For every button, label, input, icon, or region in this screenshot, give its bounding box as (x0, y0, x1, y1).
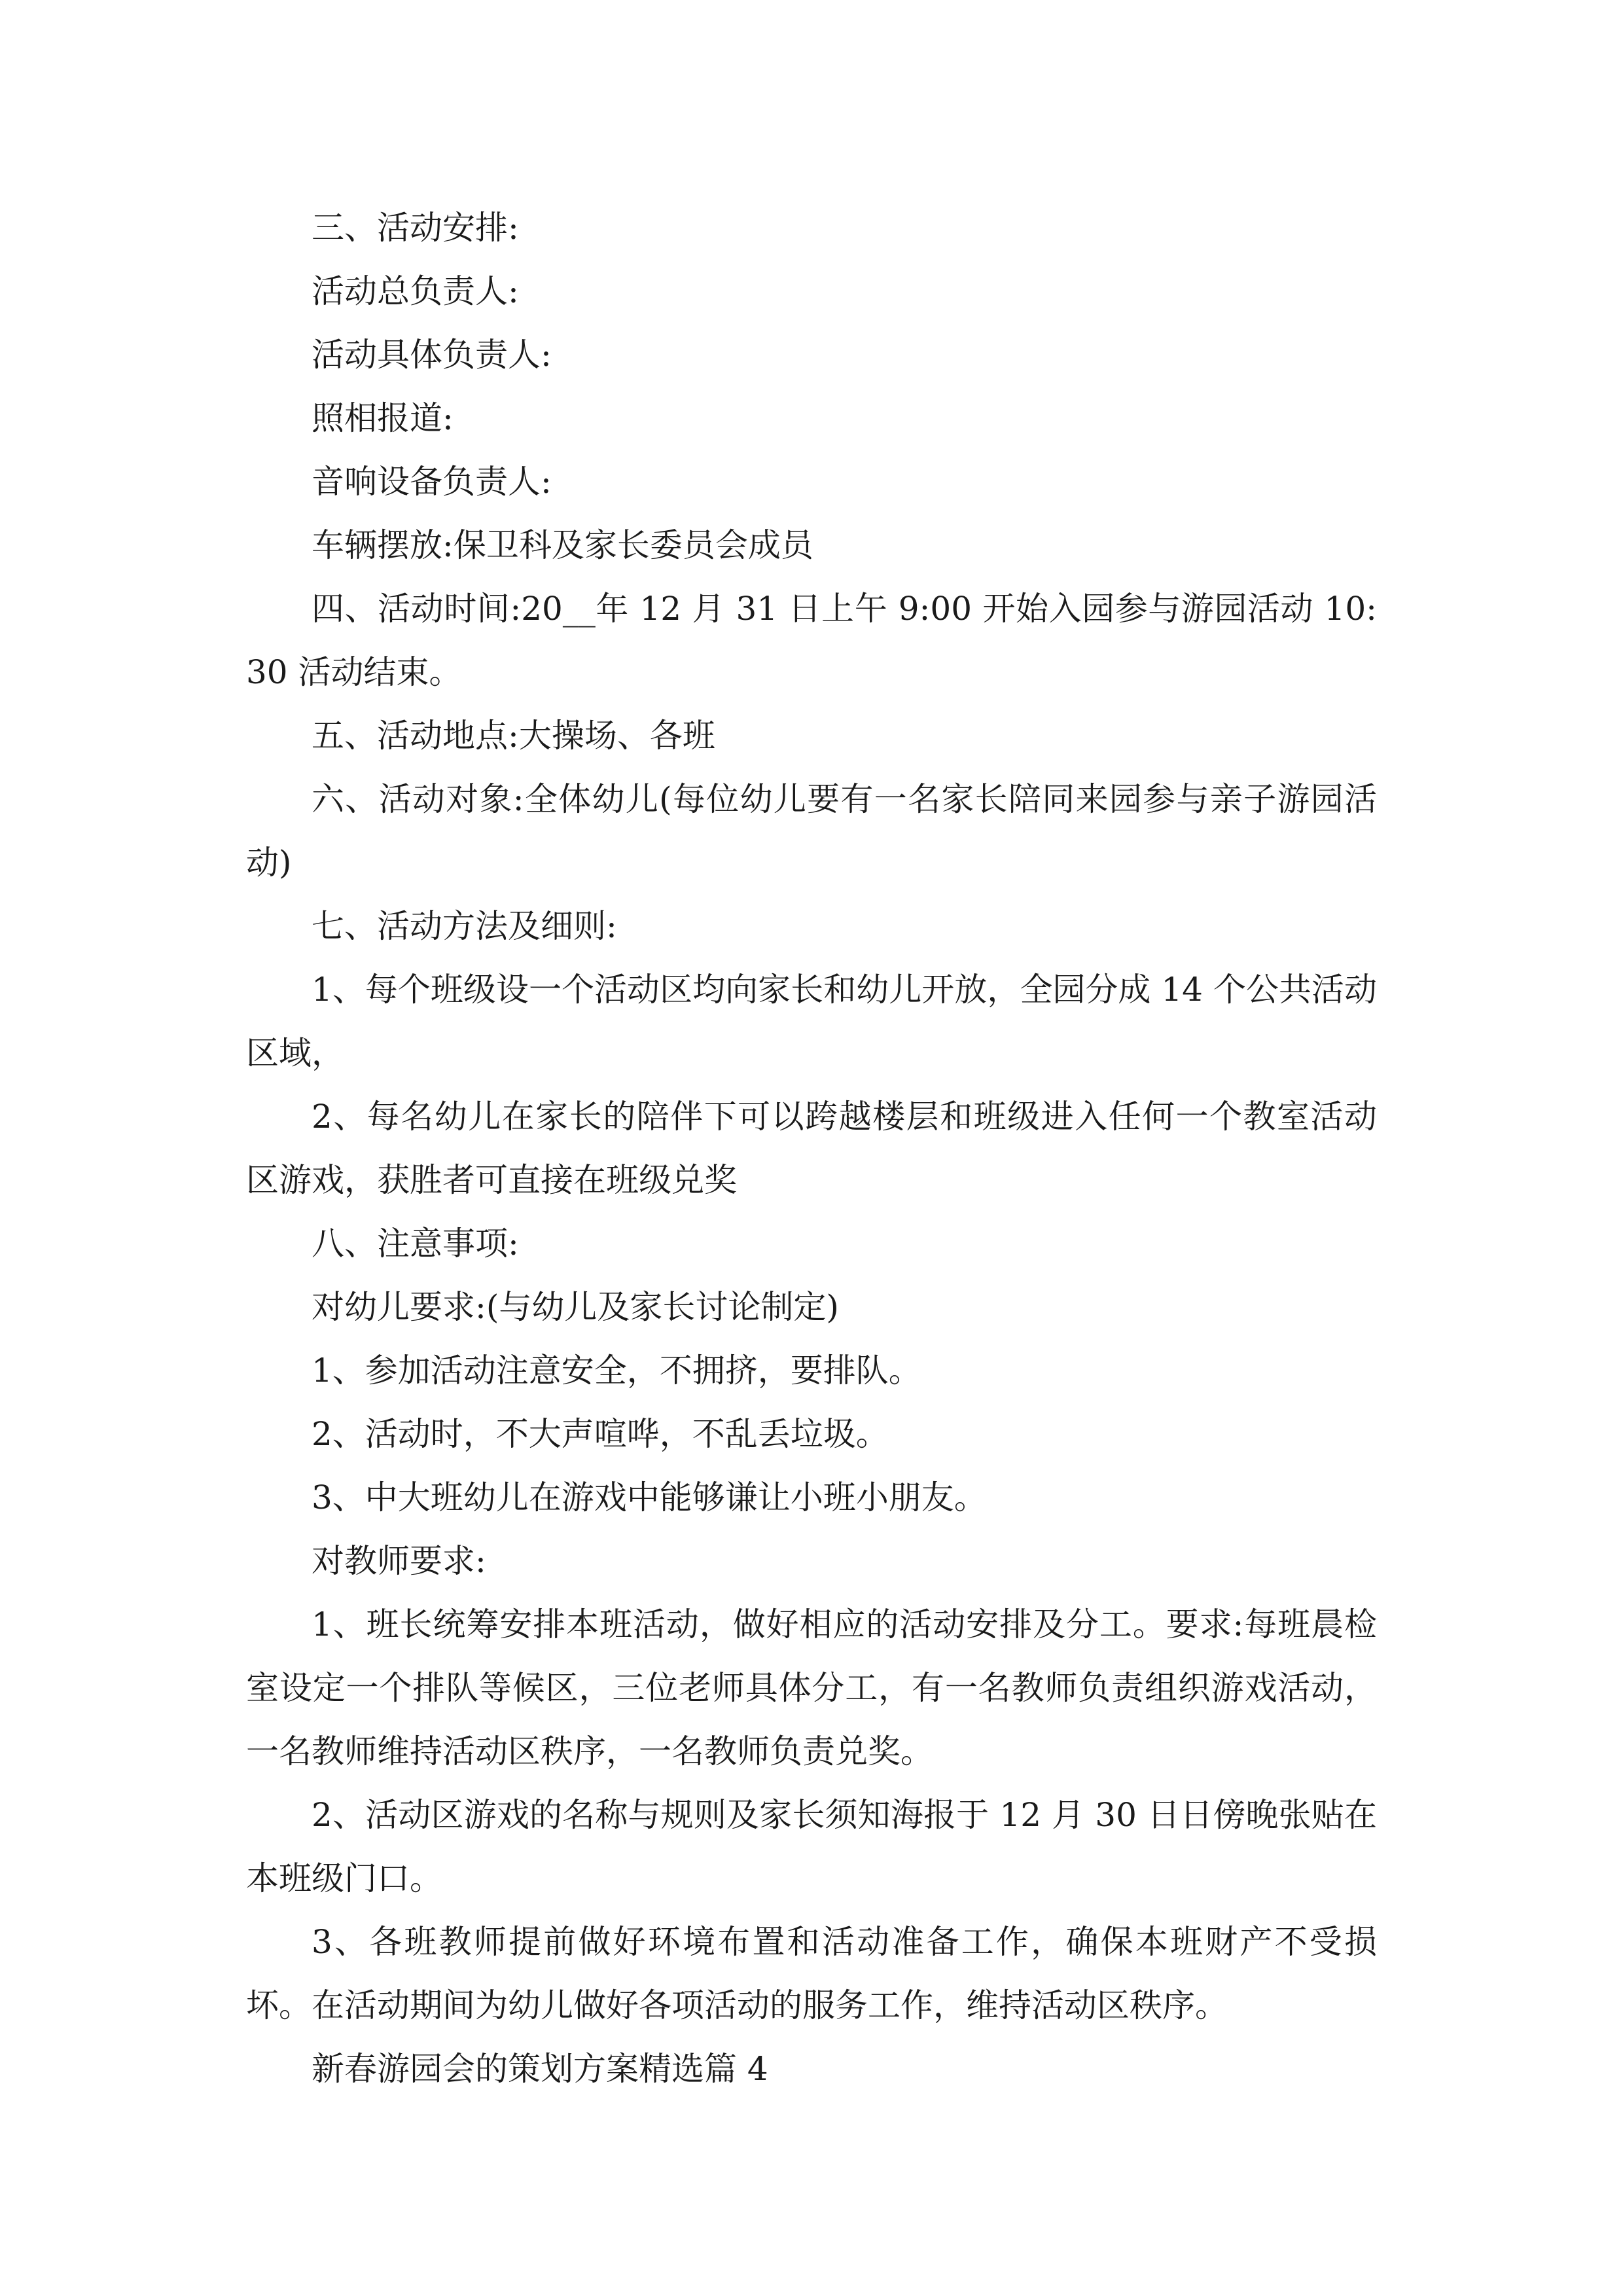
children-requirement-2: 2、活动时，不大声喧哗，不乱丢垃圾。 (312, 1415, 889, 1453)
next-article-title: 新春游园会的策划方案精选篇 4 (312, 2050, 768, 2088)
specific-person-in-charge-line: 活动具体负责人: (312, 336, 552, 374)
teacher-requirement-3: 3、各班教师提前做好环境布置和活动准备工作，确保本班财产不受损坏。在活动期间为幼儿做好各项活动的服务工作，维持活动区秩序。 (246, 1923, 1377, 2024)
audio-equipment-line: 音响设备负责人: (312, 463, 552, 501)
section-heading-methods: 七、活动方法及细则: (312, 907, 617, 945)
method-item-1: 1、每个班级设一个活动区均向家长和幼儿开放，全园分成 14 个公共活动区域， (246, 971, 1377, 1072)
section-heading-notes: 八、注意事项: (312, 1225, 519, 1263)
method-item-2: 2、每名幼儿在家长的陪伴下可以跨越楼层和班级进入任何一个教室活动区游戏，获胜者可直接在班级兑奖 (246, 1098, 1377, 1199)
teacher-requirement-1: 1、班长统筹安排本班活动，做好相应的活动安排及分工。要求:每班晨检室设定一个排队等候区，三位老师具体分工，有一名教师负责组织游戏活动，一名教师维持活动区秩序，一名教师负责兑奖。 (246, 1605, 1377, 1770)
section-activity-location: 五、活动地点:大操场、各班 (312, 717, 715, 755)
children-requirement-1: 1、参加活动注意安全，不拥挤，要排队。 (312, 1352, 921, 1390)
document-body (246, 196, 1377, 2101)
vehicle-parking-line: 车辆摆放:保卫科及家长委员会成员 (312, 526, 813, 564)
children-requirements-heading: 对幼儿要求:(与幼儿及家长讨论制定) (312, 1288, 839, 1326)
section-activity-time: 四、活动时间:20__年 12 月 31 日上午 9:00 开始入园参与游园活动 10:30 活动结束。 (246, 590, 1377, 691)
section-heading-arrangement: 三、活动安排: (312, 209, 519, 247)
teacher-requirement-2: 2、活动区游戏的名称与规则及家长须知海报于 12 月 30 日日傍晚张贴在本班级门口。 (246, 1796, 1377, 1897)
children-requirement-3: 3、中大班幼儿在游戏中能够谦让小班小朋友。 (312, 1479, 987, 1516)
photo-reporting-line: 照相报道: (312, 399, 454, 437)
section-activity-target: 六、活动对象:全体幼儿(每位幼儿要有一名家长陪同来园参与亲子游园活动) (246, 780, 1377, 882)
chief-person-in-charge-line: 活动总负责人: (312, 272, 519, 310)
teacher-requirements-heading: 对教师要求: (312, 1542, 486, 1580)
